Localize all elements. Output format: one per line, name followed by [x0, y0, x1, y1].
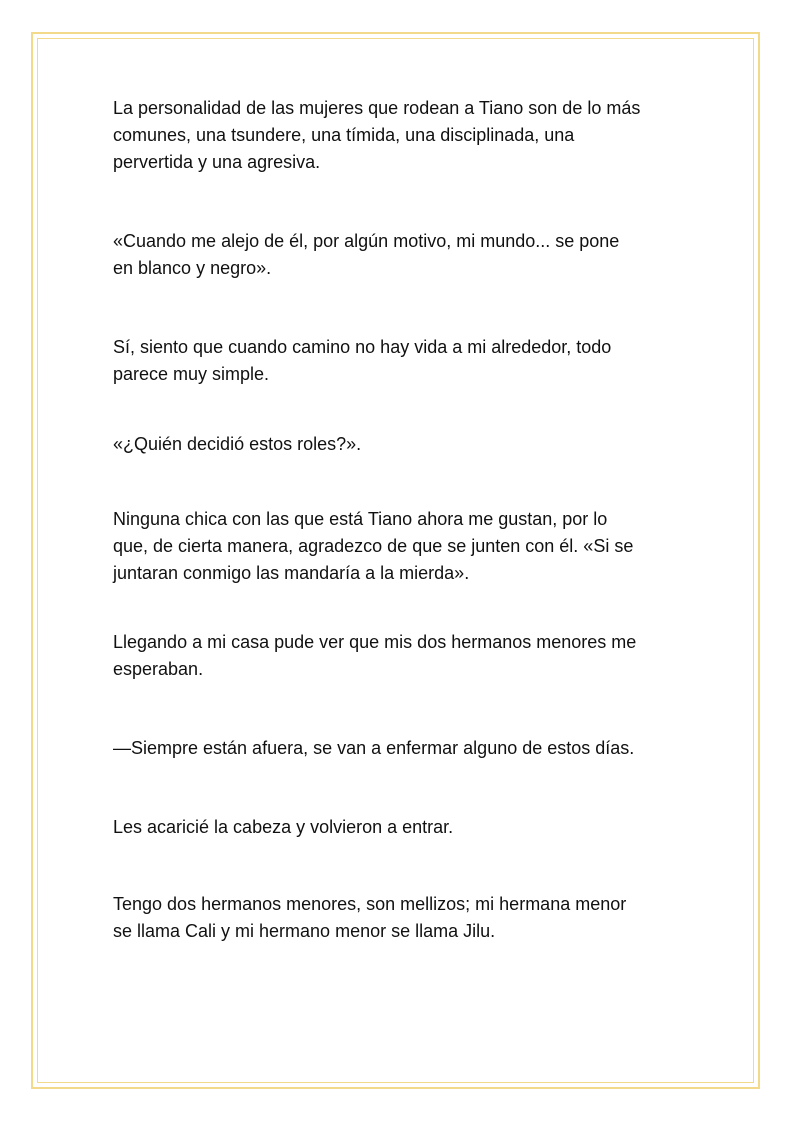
paragraph: Ninguna chica con las que está Tiano ahora me gustan, por lo que, de cierta manera, agradezco de que se junten con él. «Si se juntaran conmigo las mandaría a la mierda».	[113, 509, 634, 583]
paragraph: «Cuando me alejo de él, por algún motivo, mi mundo... se pone en blanco y negro».	[113, 231, 620, 278]
paragraph: Llegando a mi casa pude ver que mis dos hermanos menores me esperaban.	[113, 632, 637, 679]
paragraph: —Siempre están afuera, se van a enfermar alguno de estos días.	[113, 738, 635, 758]
paragraph: Tengo dos hermanos menores, son mellizos; mi hermana menor se llama Cali y mi hermano menor se llama Jilu.	[113, 894, 627, 941]
paragraph: «¿Quién decidió estos roles?».	[113, 434, 362, 454]
paragraph: La personalidad de las mujeres que rodean a Tiano son de lo más comunes, una tsundere, una tímida, una disciplinada, una pervertida y una agresiva.	[113, 98, 641, 172]
paragraph: Sí, siento que cuando camino no hay vida a mi alrededor, todo parece muy simple.	[113, 337, 612, 384]
paragraph: Les acaricié la cabeza y volvieron a entrar.	[113, 817, 454, 837]
